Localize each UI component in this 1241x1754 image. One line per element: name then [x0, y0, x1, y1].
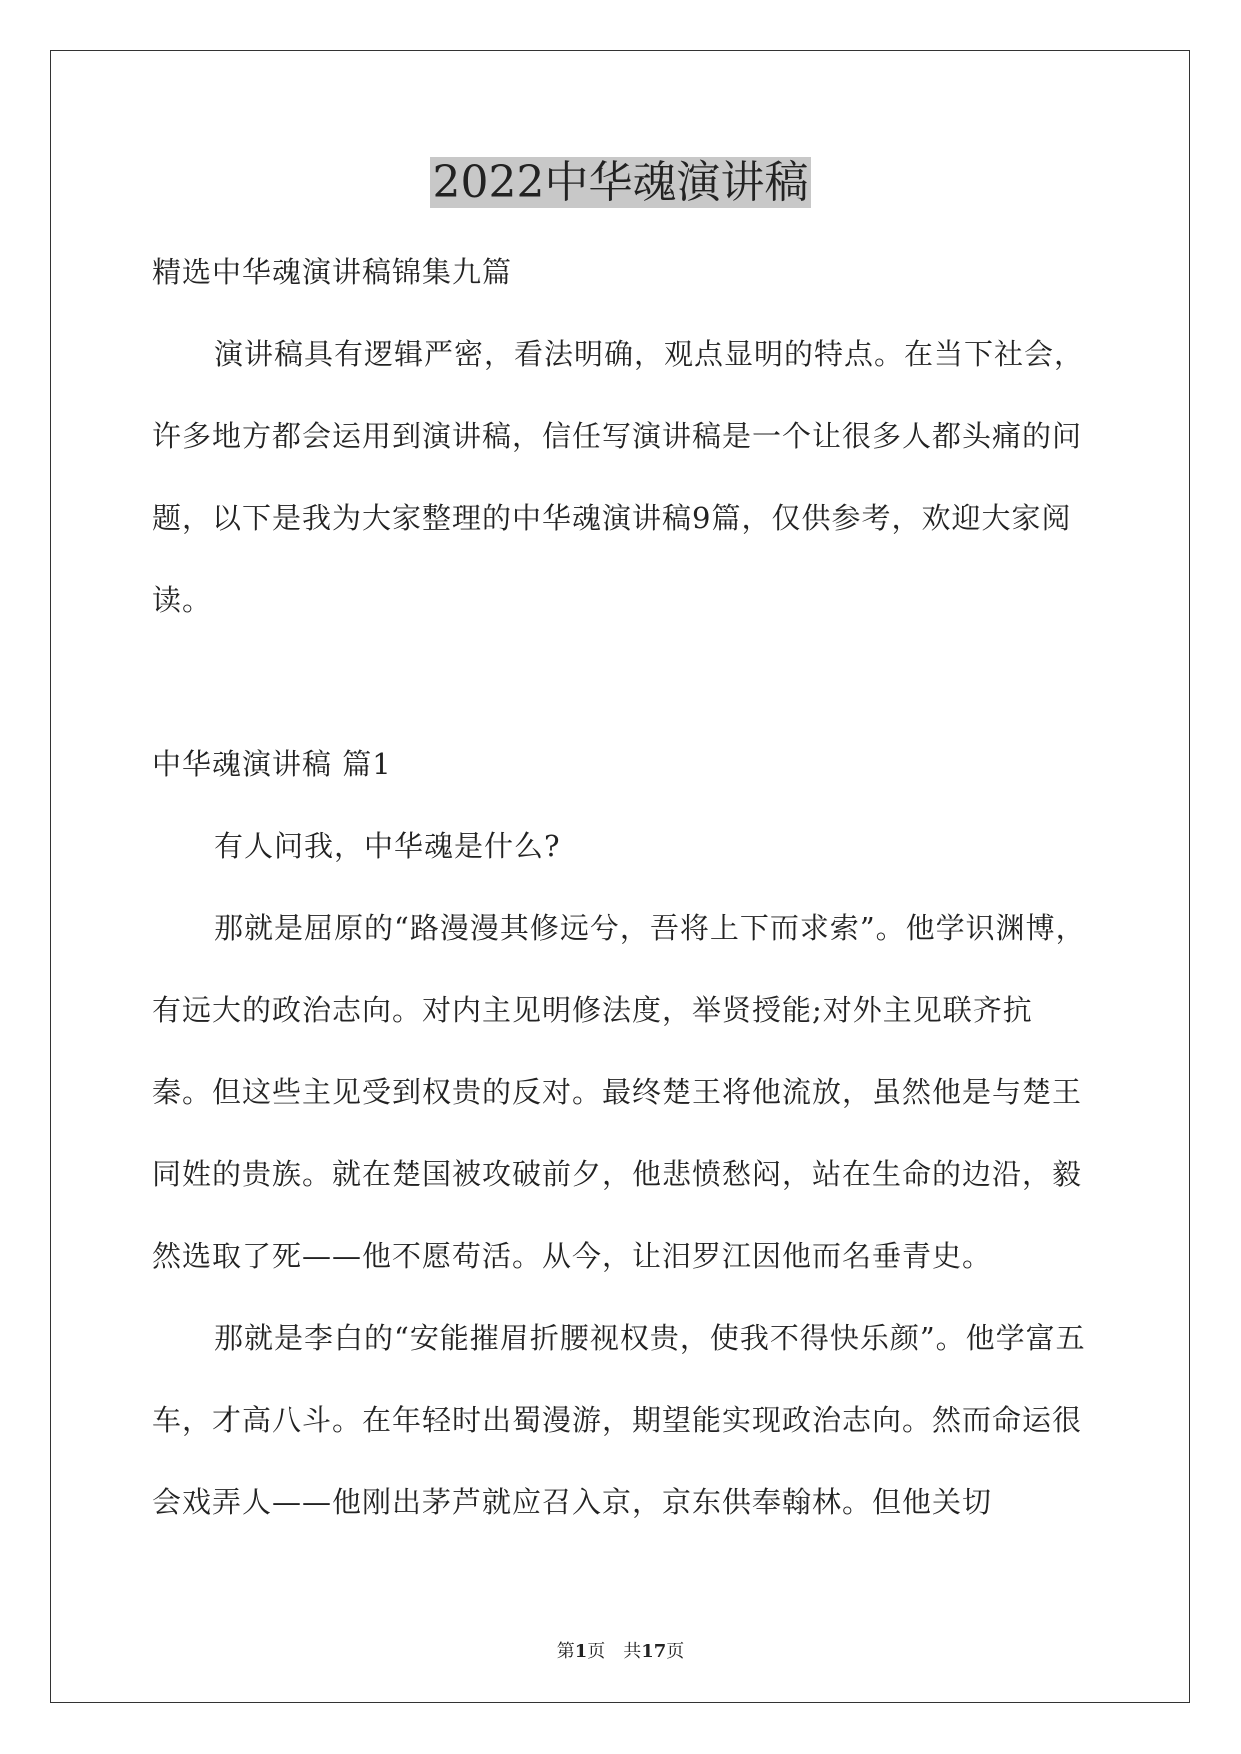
page-prefix: 第	[556, 1641, 575, 1662]
body-paragraph: 那就是李白的“安能摧眉折腰视权贵，使我不得快乐颜”。他学富五车，才高八斗。在年轻时出蜀漫游，期望能实现政治志向。然而命运很会戏弄人——他刚出茅芦就应召入京，京东供奉翰林。但他关切	[152, 1321, 1086, 1519]
document-body	[152, 231, 1092, 1543]
body-paragraph: 有人问我，中华魂是什么?	[214, 829, 561, 863]
intro-paragraph: 演讲稿具有逻辑严密，看法明确，观点显明的特点。在当下社会，许多地方都会运用到演讲稿，信任写演讲稿是一个让很多人都头痛的问题，以下是我为大家整理的中华魂演讲稿9篇，仅供参考，欢迎大家阅读。	[152, 337, 1085, 617]
document-title-text: 2022中华魂演讲稿	[430, 157, 812, 208]
body-paragraph: 那就是屈原的“路漫漫其修远兮，吾将上下而求索”。他学识渊博，有远大的政治志向。对内主见明修法度，举贤授能;对外主见联齐抗秦。但这些主见受到权贵的反对。最终楚王将他流放，虽然他是与楚王同姓的贵族。就在楚国被攻破前夕，他悲愤愁闷，站在生命的边沿，毅然选取了死——他不愿苟活。从今，让汨罗江因他而名垂青史。	[152, 911, 1086, 1273]
subtitle: 精选中华魂演讲稿锦集九篇	[152, 255, 513, 289]
page-footer	[0, 1640, 1241, 1664]
page-mid: 页 共	[587, 1641, 642, 1662]
section-heading: 中华魂演讲稿 篇1	[152, 747, 392, 781]
current-page-number: 1	[574, 1641, 588, 1662]
total-pages-number: 17	[641, 1641, 667, 1662]
page-suffix: 页	[666, 1641, 685, 1662]
document-title	[0, 155, 1241, 211]
section-gap	[152, 641, 1092, 723]
